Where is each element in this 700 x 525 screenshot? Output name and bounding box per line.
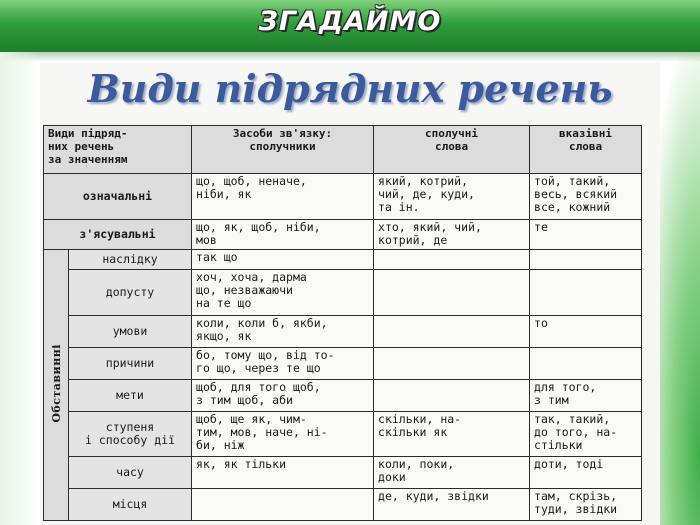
header-cell: сполучні слова	[374, 126, 530, 174]
row-label: з'ясувальні	[44, 220, 192, 250]
table-cell	[374, 316, 530, 348]
table-cell	[374, 270, 530, 316]
table-cell	[192, 489, 374, 521]
table-row	[44, 174, 642, 220]
table-cell: який, котрий, чий, де, куди, та ін.	[374, 174, 530, 220]
table-cell: бо, тому що, від то- го що, через те що	[192, 348, 374, 380]
table-cell: щоб, ще як, чим- тим, мов, наче, ні- би, ніж	[192, 412, 374, 457]
row-label: наслідку	[69, 250, 192, 270]
row-label: мети	[69, 380, 192, 412]
table-row	[44, 457, 642, 489]
table-header-row	[44, 126, 642, 174]
header-cell: Засоби зв'язку: сполучники	[192, 126, 374, 174]
table-cell: де, куди, звідки	[374, 489, 530, 521]
table-cell: то	[530, 316, 642, 348]
row-label: допусту	[69, 270, 192, 316]
table-row	[44, 220, 642, 250]
table-cell: так, такий, до того, на- стільки	[530, 412, 642, 457]
table-cell: хоч, хоча, дарма що, незважаючи на те що	[192, 270, 374, 316]
table-cell: коли, коли б, якби, якщо, як	[192, 316, 374, 348]
header-cell: вказівні слова	[530, 126, 642, 174]
table-cell: хто, який, чий, котрий, де	[374, 220, 530, 250]
table-cell: щоб, для того щоб, з тим щоб, аби	[192, 380, 374, 412]
table-cell: скільки, на- скільки як	[374, 412, 530, 457]
table-cell	[530, 250, 642, 270]
table-cell: той, такий, весь, всякий все, кожний	[530, 174, 642, 220]
table-row	[44, 250, 642, 270]
group-label: Обставинні	[44, 250, 69, 521]
row-label: ступеня і способу дії	[69, 412, 192, 457]
table-cell: що, щоб, неначе, ніби, як	[192, 174, 374, 220]
table-cell	[374, 348, 530, 380]
banner-title: ЗГАДАЙМО	[258, 6, 442, 37]
row-label: означальні	[44, 174, 192, 220]
header-cell: Види підряд- них речень за значенням	[44, 126, 192, 174]
row-label: місця	[69, 489, 192, 521]
table-cell	[374, 250, 530, 270]
row-label: часу	[69, 457, 192, 489]
table-cell: що, як, щоб, ніби, мов	[192, 220, 374, 250]
table-cell: як, як тільки	[192, 457, 374, 489]
table-row	[44, 316, 642, 348]
page-title: Види підрядних речень	[87, 66, 613, 111]
left-decoration	[0, 52, 40, 525]
table-cell: те	[530, 220, 642, 250]
row-label: причини	[69, 348, 192, 380]
table-cell	[530, 348, 642, 380]
table-row	[44, 348, 642, 380]
table-cell: для того, з тим	[530, 380, 642, 412]
table-cell: коли, поки, доки	[374, 457, 530, 489]
table-row	[44, 380, 642, 412]
table-cell	[530, 270, 642, 316]
table-cell: доти, тоді	[530, 457, 642, 489]
table-row	[44, 270, 642, 316]
row-label: умови	[69, 316, 192, 348]
clauses-table	[43, 125, 642, 521]
table-cell: так що	[192, 250, 374, 270]
table-row	[44, 412, 642, 457]
table-row	[44, 489, 642, 521]
table-cell	[374, 380, 530, 412]
table-cell: там, скрізь, туди, звідки	[530, 489, 642, 521]
